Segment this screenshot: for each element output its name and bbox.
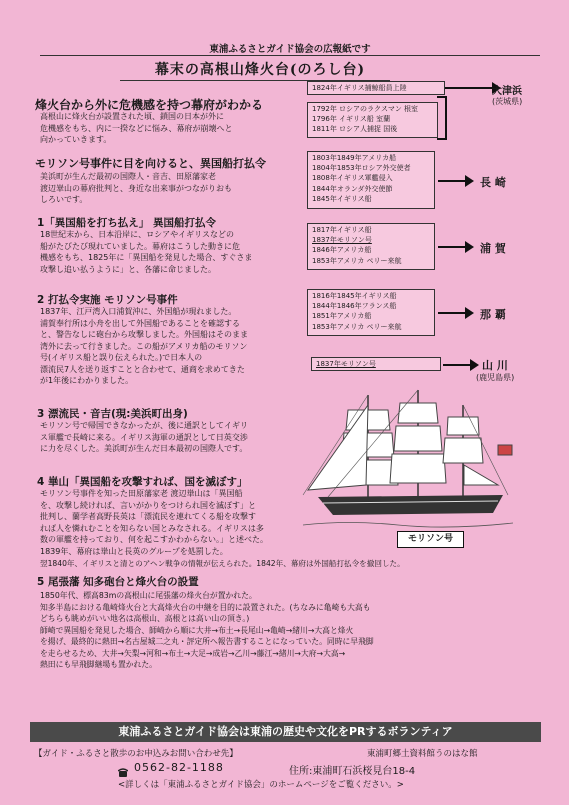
section-line: 湾外に去って行きました。この船がアメリカ船のモリソン — [40, 341, 248, 351]
place-yamakawa: 山 川 — [482, 359, 508, 372]
section-line: 18世紀末から、日本沿岸に、ロシアやイギリスなどの — [40, 230, 235, 239]
ship-illustration — [298, 385, 523, 550]
phone-icon — [118, 763, 128, 773]
section-line: が1年後にわかりました。 — [40, 376, 134, 385]
timeline-entry: 1811年 ロシア人捕捉 国後 — [312, 125, 398, 134]
morrison-line: 美浜町が生んだ最初の国際人・音吉、田原藩家老 — [40, 172, 216, 181]
header-divider — [40, 55, 540, 56]
place-oarai: 大津浜 — [492, 86, 522, 97]
footer-web-note: <詳しくは「東浦ふるさとガイド協会」のホームページをご覧ください。> — [118, 780, 404, 790]
section-3-body — [40, 420, 285, 455]
place-uraga: 浦 賀 — [480, 242, 506, 255]
intro-line: 向かっていきます。 — [40, 135, 112, 144]
section-5-heading: 5 尾張藩 知多砲台と烽火台の設置 — [37, 576, 199, 588]
section-line: 熱田にも早飛脚継場も置かれた。 — [40, 660, 157, 669]
timeline-entry: 1803年1849年アメリカ船 — [312, 154, 397, 162]
section-line: 機感をもち、1825年に「異国船を発見した場合、すぐさま — [40, 253, 253, 262]
section-4-tail: 翌1840年、イギリスと清とのアヘン戦争の情報が伝えられた。1842年、幕府は外国船打払令を撤回した。 — [40, 559, 405, 568]
morrison-body — [40, 171, 280, 206]
timeline-entry: 1837年モリソン号 — [316, 360, 376, 368]
timeline-entry: 1796年 イギリス船 室蘭 — [312, 115, 391, 124]
section-line: モリソン号事件を知った田原藩家老 渡辺崋山は「異国船 — [40, 489, 243, 498]
timeline-entry: 1816年1845年イギリス船 — [312, 292, 397, 300]
place-naha: 那 覇 — [480, 308, 506, 321]
section-line: 1837年、江戸湾入口浦賀沖に、外国船が現れました。 — [40, 307, 237, 316]
morrison-heading: モリソン号事件に目を向けると、異国船打払令 — [35, 157, 266, 170]
section-line: 数の軍艦を持っており、何を起こすかわからない。」と述べた。 — [40, 535, 268, 544]
timeline-box-yamakawa — [311, 357, 441, 371]
place-oarai-sub: (茨城県) — [492, 97, 523, 106]
timeline-box-oarai — [307, 81, 445, 95]
timeline-entry: 1837年モリソン号 — [312, 236, 372, 245]
section-2-body — [40, 306, 285, 387]
section-line: 師崎で異国船を発見した場合、師崎から順に大井→布土→長尾山→亀崎→緒川→大高と烽火 — [40, 625, 354, 635]
section-4-heading: 4 崋山「異国船を攻撃すれば、国を滅ぼす」 — [37, 476, 248, 488]
section-3-heading: 3 漂流民・音吉(現:美浜町出身) — [37, 408, 188, 420]
place-yamakawa-sub: (鹿児島県) — [476, 373, 515, 382]
section-line: 1839年、幕府は崋山と長英のグループを処罰した。 — [40, 546, 228, 556]
section-line: 批判し、蘭学者高野長英は「漂流民を連れてくる船を攻撃す — [40, 512, 256, 521]
section-line: 船がたびたび現れていました。幕府はこうした動きに危 — [40, 241, 240, 251]
intro-body — [40, 111, 280, 146]
arrow-line — [445, 87, 493, 89]
section-5-body — [40, 590, 540, 671]
arrow-head-icon — [470, 359, 479, 371]
timeline-entry: 1851年アメリカ船 — [312, 312, 372, 321]
timeline-entry: 1792年 ロシアのラクスマン 根室 — [312, 105, 419, 113]
section-1-heading: 1「異国船を打ち払え」 異国船打払令 — [37, 217, 216, 229]
section-line: どちらも眺めがいい地名は高根山、高根とは高い山の頂き。) — [40, 614, 250, 623]
footer-address: 住所:東浦町石浜桜見台18-4 — [289, 766, 416, 777]
arrow-line — [438, 180, 466, 182]
arrow-line — [438, 246, 466, 248]
arrow-head-icon — [465, 175, 474, 187]
footer-inquiry: 【ガイド・ふるさと散歩のお申込みお問い合わせ先】 — [34, 749, 238, 759]
page-title: 幕末の高根山烽火台(のろし台) — [154, 62, 366, 78]
section-line: れば人を憐れむことを知らない国とみなされる。イギリスは多 — [40, 523, 264, 533]
arrow-line — [438, 312, 466, 314]
section-line: と、警告なしに砲台から攻撃しました。外国船はそのまま — [40, 330, 248, 339]
timeline-entry: 1845年イギリス船 — [312, 194, 372, 203]
timeline-entry: 1844年オランダ外交使節 — [312, 184, 393, 193]
volunteer-banner: 東浦ふるさとガイド協会は東浦の歴史や文化をPRするボランティア — [30, 722, 541, 742]
timeline-entry: 1853年アメリカ ペリー来航 — [312, 256, 402, 265]
section-line: を揚げ、最終的に熱田→名古屋城二之丸・評定所へ報告書することになっていた。同時に早飛脚 — [40, 637, 374, 646]
timeline-entry: 1846年アメリカ船 — [312, 246, 372, 255]
section-line: を走らせるため、大井→矢梨→河和→布土→大足→成岩→乙川→藤江→緒川→大府→大高→ — [40, 648, 346, 658]
section-line: 浦賀奉行所は小舟を出して外国船であることを確認する — [40, 318, 240, 328]
section-4-body — [40, 488, 290, 557]
section-line: 攻撃し追い払うように」と、各藩に命じました。 — [40, 264, 216, 274]
section-2-heading: 2 打払令実施 モリソン号事件 — [37, 294, 178, 306]
section-1-body — [40, 229, 285, 275]
timeline-entry: 1844年1846年フランス船 — [312, 302, 397, 311]
timeline-box-north — [307, 102, 438, 138]
timeline-entry: 1808年イギリス軍艦侵入 — [312, 174, 393, 183]
timeline-entry: 1853年アメリカ ペリー来航 — [312, 322, 402, 331]
org-title: 東浦ふるさとガイド協会の広報紙です — [209, 44, 371, 55]
timeline-entry: 1824年イギリス捕鯨船員上陸 — [312, 84, 407, 92]
section-line: 1850年代、標高83mの高根山に尾張藩の烽火台が置かれた。 — [40, 591, 257, 600]
section-line: モリソン号で帰国できなかったが、後に通訳としてイギリ — [40, 421, 248, 430]
morrison-line: 渡辺崋山の幕府批判と、身近な出来事がつながりおも — [40, 183, 232, 193]
morrison-line: しろいです。 — [40, 195, 88, 204]
intro-line: 危機感をもち、内に一揆などに悩み、幕府が崩壊へと — [40, 123, 233, 133]
section-line: ス軍艦で長崎に来る。イギリス海軍の通訳として日英交渉 — [40, 432, 248, 442]
timeline-entry: 1817年イギリス船 — [312, 226, 372, 234]
bracket-line — [437, 96, 447, 140]
footer-phone: 0562-82-1188 — [134, 761, 224, 774]
timeline-box-uraga — [307, 223, 435, 270]
section-line: 漂流民7人を送り返すことと合わせて、通商を求めてきた — [40, 364, 245, 374]
intro-line: 高根山に烽火台が設置された頃、鎖国の日本が外に — [40, 112, 224, 121]
section-line: に力を尽くした。美浜町が生んだ日本最初の国際人です。 — [40, 444, 248, 453]
timeline-box-naha — [307, 289, 435, 336]
timeline-box-nagasaki — [307, 151, 435, 209]
section-line: を、攻撃し続ければ、言いがかりをつけられ国を滅ぼす」と — [40, 500, 256, 510]
section-line: 号(イギリス船と誤り伝えられた。)で日本人の — [40, 353, 203, 362]
arrow-head-icon — [465, 241, 474, 253]
arrow-head-icon — [465, 307, 474, 319]
timeline-entry: 1804年1853年ロシア外交使者 — [312, 164, 411, 173]
section-line: 知多半島における亀崎烽火台と大高烽火台の中継を目的に設置された。(ちなみに亀崎も大高も — [40, 602, 371, 612]
ship-caption: モリソン号 — [397, 531, 464, 548]
arrow-line — [443, 364, 471, 366]
footer-museum: 東浦町郷土資料館うのはな館 — [367, 749, 478, 759]
place-nagasaki: 長 崎 — [480, 176, 506, 189]
intro-heading: 烽火台から外に危機感を持つ幕府がわかる — [35, 98, 264, 112]
